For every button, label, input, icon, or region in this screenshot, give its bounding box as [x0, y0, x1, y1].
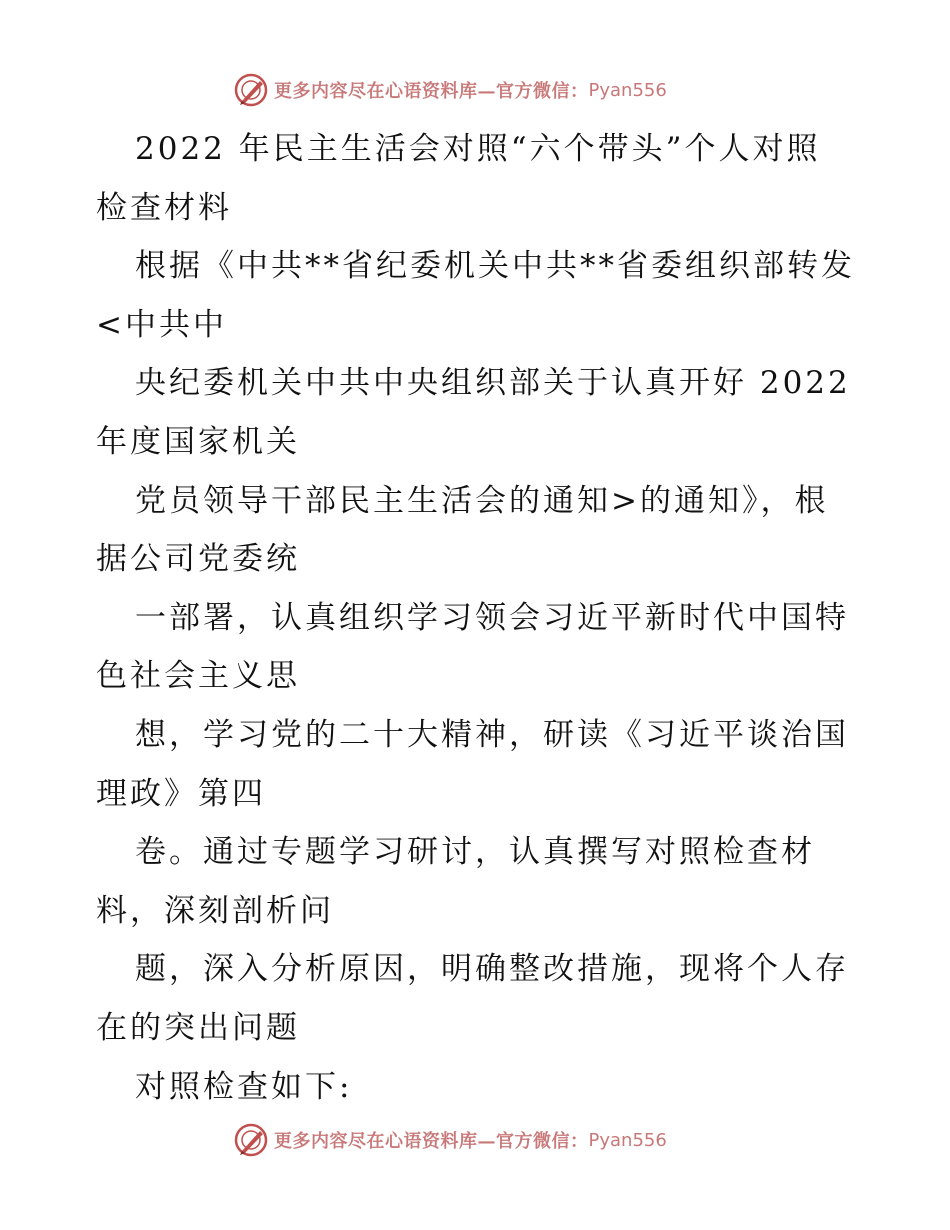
text-line: 料，深刻剖析问: [96, 892, 334, 929]
text-line: 据公司党委统: [96, 541, 300, 578]
text-line: 检查材料: [96, 189, 232, 226]
text-line: <中共中: [96, 306, 227, 343]
watermark-text: 更多内容尽在心语资料库—官方微信：: [274, 81, 589, 102]
text-line: 在的突出问题: [96, 1009, 300, 1046]
footer-watermark: [234, 1122, 667, 1158]
text-line: 卷。通过专题学习研讨，认真撰写对照检查材: [135, 834, 815, 871]
text-line: 题，深入分析原因，明确整改措施，现将个人存: [135, 951, 849, 988]
text-line: 一部署，认真组织学习领会习近平新时代中国特: [135, 599, 849, 636]
watermark-wechat-id: Pyan556: [588, 1129, 667, 1151]
text-line: 2022 年民主生活会对照“六个带头”个人对照: [135, 131, 821, 167]
watermark-wechat-id: Pyan556: [588, 79, 667, 101]
text-line: 年度国家机关: [96, 423, 300, 460]
text-line: 党员领导干部民主生活会的通知>的通知》，根: [135, 482, 829, 519]
header-watermark: [234, 72, 667, 108]
text-line: 色社会主义思: [96, 658, 300, 695]
pen-logo-icon: [234, 73, 268, 107]
text-line: 央纪委机关中共中央组织部关于认真开好 2022: [135, 365, 851, 402]
text-line: 理政》第四: [96, 775, 266, 812]
text-line: 想，学习党的二十大精神，研读《习近平谈治国: [135, 716, 849, 753]
pen-logo-icon: [234, 1123, 268, 1157]
document-body: [96, 120, 856, 1116]
text-line: 根据《中共**省纪委机关中共**省委组织部转发: [135, 248, 855, 285]
watermark-text: 更多内容尽在心语资料库—官方微信：: [274, 1131, 589, 1152]
text-line: 对照检查如下:: [135, 1068, 353, 1105]
